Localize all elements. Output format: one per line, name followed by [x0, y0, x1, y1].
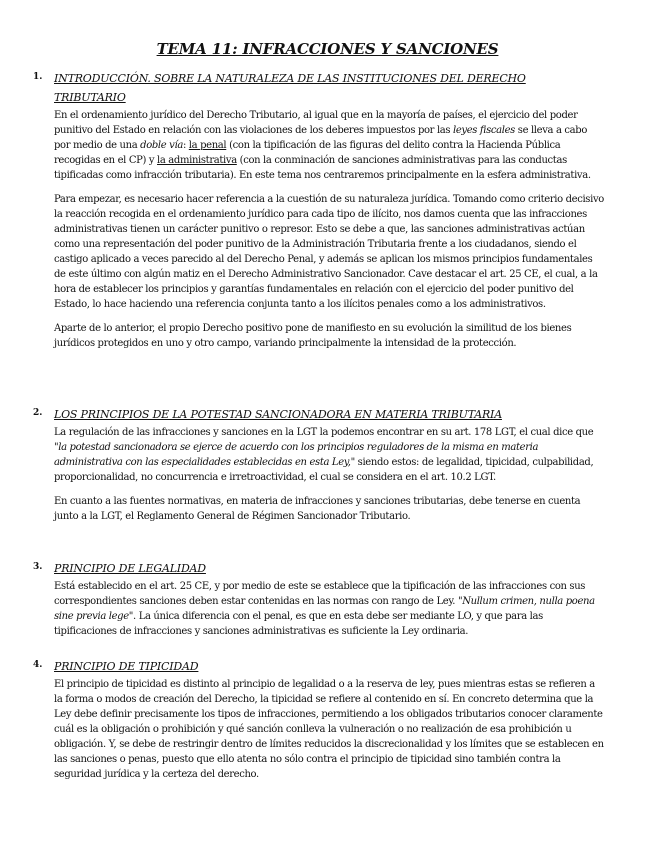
section-number: 3.: [33, 562, 43, 572]
paragraph: Para empezar, es necesario hacer referencia a la cuestión de su naturaleza jurídica. Tomando como criterio decisivo la reacción recogida en el ordenamiento jurídico para cada tipo de ilícito, nos damos cuenta que las infracciones administrativas tienen un carácter punitivo o represor. Esto se debe a que, las sanciones administrativas actúan como una representación del poder punitivo de la Administración Tributaria frente a los ciudadanos, siendo el castigo aplicado a veces parecido al del Derecho Penal, y además se aplican los mismos principios fundamentales de este último con algún matiz en el Derecho Administrativo Sancionador. Cave destacar el art. 25 CE, el cual, a la hora de establecer los principios y garantías fundamentales en relación con el ejercicio del poder punitivo del Estado, lo hace haciendo una referencia conjunta tanto a los ilícitos penales como a los administrativos.: [54, 194, 604, 310]
italic-term: leyes fiscales: [453, 125, 515, 136]
paragraph: La regulación de las infracciones y sanciones en la LGT la podemos encontrar en su art. 178 LGT, el cual dice que "la potestad sancionadora se ejerce de acuerdo con los principios reguladores de la misma en materia administrativa con las especialidades establecidas en esta Ley," siendo estos: de legalidad, tipicidad, culpabilidad, proporcionalidad, no concurrencia e irretroactividad, el cual se considera en el art. 10.2 LGT.: [54, 427, 594, 483]
paragraph: En cuanto a las fuentes normativas, en materia de infracciones y sanciones tributarias, debe tenerse en cuenta junto a la LGT, el Reglamento General de Régimen Sancionador Tributario.: [54, 496, 581, 522]
document-title: TEMA 11: INFRACCIONES Y SANCIONES: [156, 40, 499, 58]
paragraph: El principio de tipicidad es distinto al principio de legalidad o a la reserva de ley, pues mientras estas se refieren a la forma o modos de creación del Derecho, la tipicidad se refiere al contenido en sí. En concreto determina que la Ley debe definir precisamente los tipos de infracciones, permitiendo a los obligados tributarios conocer claramente cuál es la obligación o prohibición y qué sanción conlleva la vulneración o no realización de esa prohibición u obligación. Y, se debe de restringir dentro de límites reducidos la discrecionalidad y los límites que se establecen en las sanciones o penas, puesto que ello atenta no sólo contra el principio de tipicidad sino también contra la seguridad jurídica y la certeza del derecho.: [54, 679, 604, 780]
italic-quote: "Nullum crimen, nulla poena sine previa lege": [54, 596, 595, 622]
section-heading: [54, 69, 594, 107]
underlined-term: la penal: [188, 140, 227, 151]
section-number: 2.: [33, 408, 43, 418]
underlined-term: la administrativa: [157, 155, 237, 166]
section-heading: PRINCIPIO DE TIPICIDAD: [54, 660, 199, 673]
section-tipicidad: [0, 657, 655, 791]
section-number: 1.: [33, 72, 43, 82]
section-introduccion: [0, 69, 655, 360]
italic-term: doble vía: [140, 140, 183, 151]
section-heading-line1: INTRODUCCIÓN. SOBRE LA NATURALEZA DE LAS INSTITUCIONES DEL DERECHO: [54, 72, 526, 85]
paragraph: Aparte de lo anterior, el propio Derecho positivo pone de manifiesto en su evolución la similitud de los bienes jurídicos protegidos en uno y otro campo, variando principalmente la intensidad de la protección.: [54, 323, 572, 349]
section-legalidad: [0, 559, 655, 648]
section-heading: PRINCIPIO DE LEGALIDAD: [54, 562, 206, 575]
section-principios: [0, 405, 655, 533]
paragraph: Está establecido en el art. 25 CE, y por medio de este se establece que la tipificación de las infracciones con sus correspondientes sanciones deben estar contenidas en las normas con rango de Ley. "Nullum crimen, nulla poena sine previa lege". La única diferencia con el penal, es que en esta debe ser mediante LO, y que para las tipificaciones de infracciones y sanciones administrativas es suficiente la Ley ordinaria.: [54, 581, 595, 637]
section-number: 4.: [33, 660, 43, 670]
section-heading-line2: TRIBUTARIO: [54, 91, 126, 104]
section-heading: LOS PRINCIPIOS DE LA POTESTAD SANCIONADORA EN MATERIA TRIBUTARIA: [54, 408, 502, 421]
paragraph: En el ordenamiento jurídico del Derecho Tributario, al igual que en la mayoría de países, el ejercicio del poder punitivo del Estado en relación con las violaciones de los deberes impuestos por las leyes fiscales se lleva a cabo por medio de una doble vía: la penal (con la tipificación de las figuras del delito contra la Hacienda Pública recogidas en el CP) y la administrativa (con la conminación de sanciones administrativas para las conductas tipificadas como infracción tributaria). En este tema nos centraremos principalmente en la esfera administrativa.: [54, 110, 591, 181]
italic-quote: "la potestad sancionadora se ejerce de acuerdo con los principios reguladores de la misma en materia administrativa con las especialidades establecidas en esta Ley,": [54, 442, 539, 468]
